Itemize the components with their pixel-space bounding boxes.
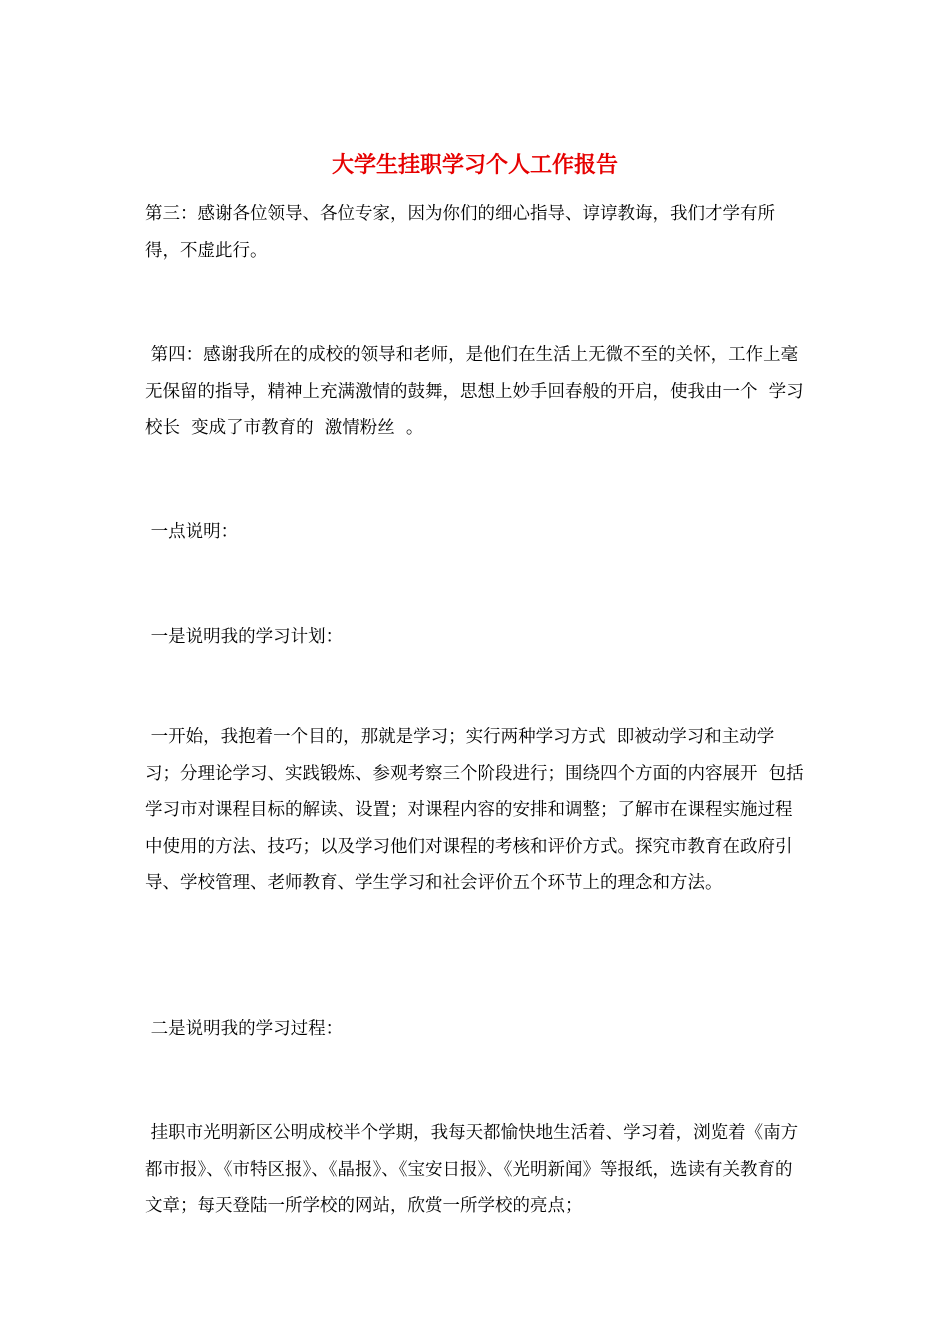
heading-explanation: 一点说明： [145, 522, 239, 542]
heading-study-plan: 一是说明我的学习计划： [145, 627, 344, 647]
paragraph-study-plan: 一开始，我抱着一个目的，那就是学习；实行两种学习方式 即被动学习和主动学习；分理论学习、实践锻炼、参观考察三个阶段进行；围绕四个方面的内容展开 包括学习市对课程目标的解读、设置；对课程内容的安排和调整；了解市在课程实施过程中使用的方法、技巧；以及学习他们对课程的考核和评价方式。探究市教育在政府引导、学校管理、老师教育、学生学习和社会评价五个环节上的理念和方法。 [145, 727, 804, 893]
document-title: 大学生挂职学习个人工作报告 [331, 152, 618, 178]
heading-study-process: 二是说明我的学习过程： [145, 1019, 344, 1039]
paragraph-thanks-school: 第四：感谢我所在的成校的领导和老师，是他们在生活上无微不至的关怀，工作上毫无保留的指导，精神上充满激情的鼓舞，思想上妙手回春般的开启，使我由一个 学习校长 变成了市教育的 激情粉丝 。 [145, 345, 804, 438]
paragraph-study-process: 挂职市光明新区公明成校半个学期，我每天都愉快地生活着、学习着，浏览着《南方都市报》、《市特区报》、《晶报》、《宝安日报》、《光明新闻》等报纸，选读有关教育的文章；每天登陆一所学校的网站，欣赏一所学校的亮点； [145, 1123, 799, 1216]
paragraph-thanks-experts: 第三：感谢各位领导、各位专家，因为你们的细心指导、谆谆教诲，我们才学有所得，不虚此行。 [145, 204, 775, 261]
